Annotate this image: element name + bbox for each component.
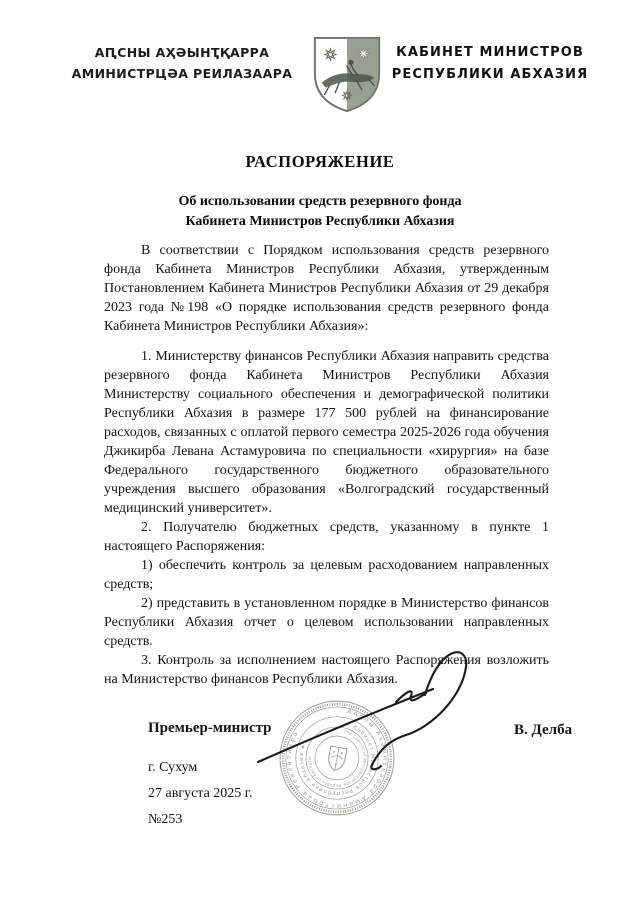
paragraph-intro: В соответствии с Порядком использования средств резервного фонда Кабинета Министров Республики Абхазия, утвержденным Постановлением Кабинета Министров Республики Абхазия от 29 декабря 2023 года №198 «О порядке использования средств резервного фонда Кабинета Министров Республики Абхазия»:	[104, 243, 549, 334]
document-subtitle-line1: Об использовании средств резервного фонда	[178, 194, 462, 209]
document-body	[104, 241, 549, 689]
letterhead-russian-line1: КАБИНЕТ МИНИСТРОВ	[396, 45, 584, 60]
signatory-name: В. Делба	[514, 722, 573, 738]
footer-date: 27 августа 2025 г.	[148, 786, 253, 801]
signatory-post: Премьер-министр	[148, 720, 272, 736]
letterhead-russian-title	[372, 42, 608, 86]
paragraph-item-2: 2. Получателю бюджетных средств, указанному в пункте 1 настоящего Распоряжения:	[104, 520, 549, 554]
seal-ring-inner-text: The Cabinet of Ministers of the Republic of Abkhazia	[306, 728, 368, 789]
document-title: РАСПОРЯЖЕНИЕ	[245, 152, 395, 171]
paragraph-item-1: 1. Министерству финансов Республики Абхазия направить средства резервного фонда Кабинета Министров Республики Абхазия Министерству социального обеспечения и демографической политики Республики Абхазия в размере 177 500 рублей на финансирование расходов, связанных с оплатой первого семестра 2025-2026 года обучения Джикирба Левана Астамуровича по специальности «хирургия» на базе Федерального государственного бюджетного образовательного учреждения высшего образования «Волгоградский государственный медицинский университет».	[104, 349, 549, 516]
handwritten-signature	[240, 638, 490, 790]
document-subtitle	[0, 192, 640, 231]
seal-ring-middle-text: ★ Кабинет Министров Республики Абхазия ★	[298, 720, 376, 797]
letterhead-abkhaz-title	[48, 42, 316, 84]
seal-ring-outer-text: Аԥсны Аҳәынҭқарра Аминистрцәа Реилазаара	[285, 707, 389, 810]
paragraph-item-3: 3. Контроль за исполнением настоящего Распоряжения возложить на Министерство финансов Республики Абхазия.	[104, 653, 549, 687]
document-subtitle-line2: Кабинета Министров Республики Абхазия	[185, 213, 455, 229]
footer-city: г. Сухум	[148, 760, 198, 775]
paragraph-item-2-sub-2: 2) представить в установленном порядке в Министерство финансов Республики Абхазия отчет о целевом использовании направленных средств.	[104, 596, 549, 649]
letterhead-abkhaz-line1: АԤСНЫ АҲӘЫНҬҚАРРА	[94, 45, 270, 60]
paragraph-item-2-sub-1: 1) обеспечить контроль за целевым расходованием направленных средств;	[104, 558, 549, 592]
letterhead-abkhaz-line2: АМИНИСТРЦӘА РЕИЛАЗААРА	[71, 66, 293, 81]
footer-number: №253	[148, 812, 183, 827]
letterhead-russian-line2: РЕСПУБЛИКИ АБХАЗИЯ	[391, 67, 589, 82]
